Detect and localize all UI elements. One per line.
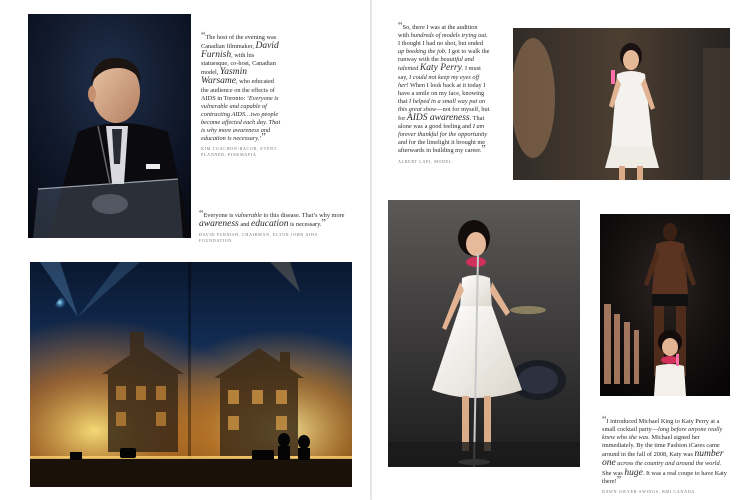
- quote-furnish: [199, 209, 349, 244]
- quote-host-attribution: KIM CUACHON-BACOR, EVENT PLANNER, PINKMAFIA: [201, 146, 277, 158]
- quote-model: [398, 21, 490, 165]
- katy-center-photo: [388, 200, 580, 467]
- katy-small-photo: [513, 28, 730, 180]
- quote-host: [201, 31, 281, 158]
- quote-furnish-attribution: DAVID FURNISH, CHAIRMAN, ELTON JOHN AIDS FOUNDATION: [199, 232, 318, 244]
- runway-photo: [600, 214, 730, 396]
- quote-furnish-text: “Everyone is vulnerable to this disease. That’s why more awareness and education is necessary.”: [199, 209, 345, 230]
- speaker-photo: [28, 14, 191, 238]
- quote-bmi: [602, 415, 730, 495]
- quote-model-text: “So, there I was at the audition with hundreds of models trying out. I thought I had no shot, but ended up booking the job. I got to walk the runway with the beautiful and talented Katy Perry. I must say, I could not keep my eyes off her! When I look back at it today I have a smile on my face, knowing that I helped in a small way put on this great show—not for myself, but for AIDS awareness. That alone was a good feeling and I am forever thankful for the opportunity and for the limelight it brought me afterwards in building my career.”: [398, 21, 490, 156]
- quote-bmi-attribution: DAWN OWYER-SWINGS, BMI CANADA: [602, 488, 695, 494]
- quote-host-text: “The host of the evening was Canadian filmmaker, David Furnish, with his statuesque, co-host, Canadian model, Yasmin Warsame, who educated the audience on the effects of AIDS in Toronto: ‘Everyone is vulnerable and capable of contracting AIDS…two people become affected each day. That is why more awareness and education is necessary.’”: [201, 31, 281, 144]
- quote-model-attribution: ALBERT LAPI, MODEL: [398, 158, 453, 164]
- quote-bmi-text: “I introduced Michael King to Katy Perry at a small cocktail party—long before anyone really knew who she was. Michael signed her immediately. By the time Fashion iCares came around in the fall of 2008, Katy was number one across the country and around the world. She was huge. It was a real coupe to have Katy there!”: [602, 415, 727, 486]
- stage-photo: [30, 262, 352, 487]
